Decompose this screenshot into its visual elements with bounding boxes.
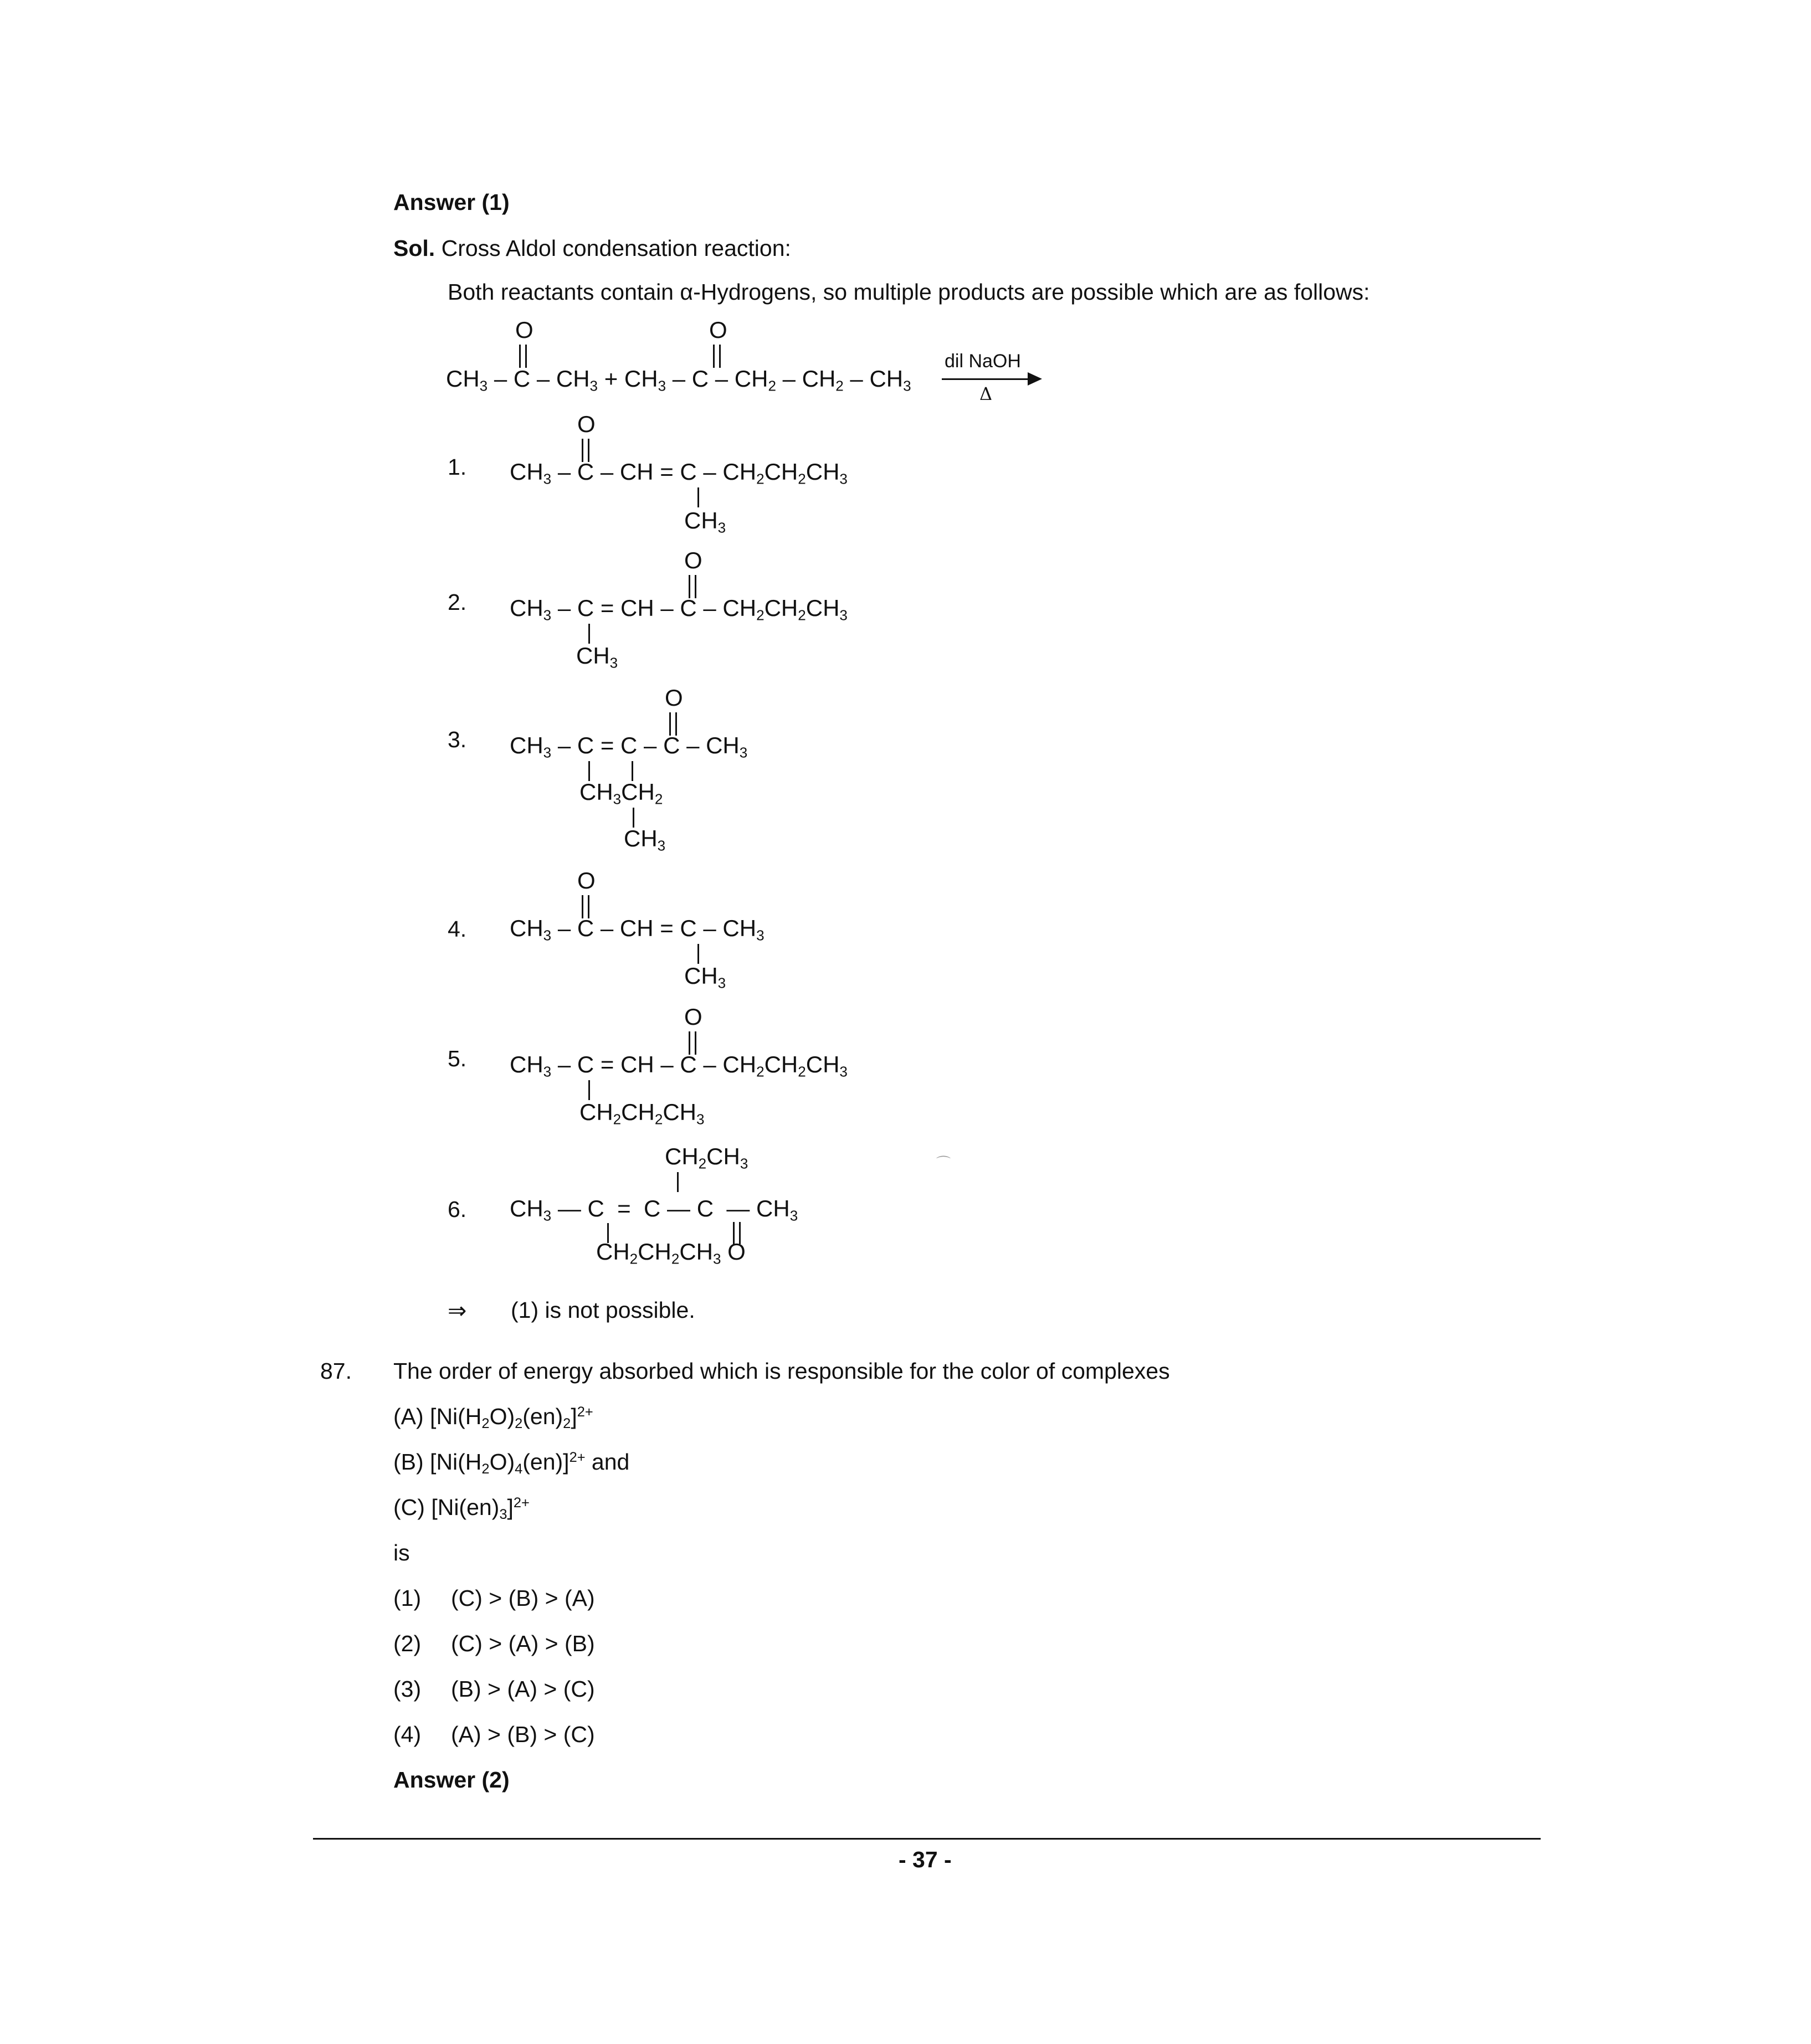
product-formula: $CH_3 - C = C - C - CH_3$ xyxy=(510,732,748,761)
carbonyl-oxygen: O xyxy=(577,411,596,437)
scan-mark: ⌒ xyxy=(936,1155,951,1172)
single-bond xyxy=(588,761,590,781)
single-bond xyxy=(588,624,590,644)
previous-answer: Answer (1) xyxy=(393,189,510,215)
reaction-arrow-head xyxy=(1028,372,1042,386)
option-text: (B) > (A) > (C) xyxy=(451,1676,595,1702)
single-bond xyxy=(697,487,699,507)
reactant-formula: $CH_3 - C - CH_3 + CH_3 - C - CH_2 - CH_2 - CH_3$ xyxy=(446,366,911,394)
is-text: is xyxy=(393,1540,410,1565)
option-3 xyxy=(393,1676,595,1702)
propyl-branch: $CH_2CH_2CH_3$ O xyxy=(596,1239,746,1267)
heat-symbol: Δ xyxy=(979,383,993,404)
product-number: 2. xyxy=(448,589,467,615)
option-number: (2) xyxy=(393,1631,422,1656)
question-answer: Answer (2) xyxy=(393,1767,510,1793)
complex-a: (A) $[Ni(H_2O)_2(en)_2]^{2+}$ xyxy=(393,1404,593,1432)
product-number: 1. xyxy=(448,454,467,480)
conclusion-text: (1) is not possible. xyxy=(511,1297,695,1323)
footer-rule xyxy=(313,1838,1541,1840)
carbonyl-oxygen: O xyxy=(515,317,533,343)
product-number: 5. xyxy=(448,1046,467,1071)
option-text: (C) > (A) > (B) xyxy=(451,1631,595,1656)
propyl-branch: $CH_2CH_2CH_3$ xyxy=(579,1099,705,1128)
single-bond xyxy=(633,808,634,828)
methyl-branch: $CH_3$ xyxy=(684,507,726,536)
complex-suffix: and xyxy=(585,1449,630,1475)
single-bond xyxy=(697,944,699,964)
single-bond xyxy=(632,761,633,781)
product-formula: $CH_3$ – C = CH – C – $CH_2CH_2CH_3$ xyxy=(510,595,848,624)
complex-b: (B) $[Ni(H_2O)_4(en)]^{2+}$ and xyxy=(393,1449,630,1477)
product-formula: $CH_3$ — C = C — C — $CH_3$ xyxy=(510,1195,798,1224)
product-formula: $CH_3$ – C – CH = C – $CH_3$ xyxy=(510,915,765,944)
option-4 xyxy=(393,1722,595,1748)
page-number: - 37 - xyxy=(899,1847,952,1872)
carbonyl-oxygen: O xyxy=(577,867,596,893)
methyl-branch: $CH_3$ xyxy=(576,643,618,671)
carbonyl-oxygen: O xyxy=(709,317,727,343)
carbonyl-oxygen: O xyxy=(665,685,683,711)
complex-label: (A) xyxy=(393,1404,424,1429)
reaction-arrow xyxy=(942,378,1030,380)
solution-intro: Both reactants contain α-Hydrogens, so multiple products are possible which are as follows: xyxy=(448,279,1370,305)
option-1 xyxy=(393,1585,595,1611)
double-bond xyxy=(519,345,527,368)
option-text: (A) > (B) > (C) xyxy=(451,1722,595,1747)
question-text: The order of energy absorbed which is responsible for the color of complexes xyxy=(393,1358,1170,1384)
carbonyl-oxygen: O xyxy=(684,547,702,573)
carbonyl-oxygen: O xyxy=(684,1004,702,1030)
implies-arrow: ⇒ xyxy=(448,1298,467,1323)
solution-title: Cross Aldol condensation reaction: xyxy=(441,235,791,261)
option-2 xyxy=(393,1631,595,1657)
complex-label: (B) xyxy=(393,1449,424,1475)
single-bond xyxy=(588,1080,590,1100)
solution-header xyxy=(393,235,791,261)
product-number: 3. xyxy=(448,727,467,752)
ethyl-branch: $CH_2CH_3$ xyxy=(665,1143,748,1172)
substituents: $CH_3CH_2$ xyxy=(579,779,663,808)
double-bond xyxy=(713,345,721,368)
complex-label: (C) xyxy=(393,1495,425,1520)
reagent-label: dil NaOH xyxy=(945,351,1021,372)
methyl-branch: $CH_3$ xyxy=(684,963,726,992)
product-number: 4. xyxy=(448,916,467,942)
solution-label: Sol. xyxy=(393,235,435,261)
product-number: 6. xyxy=(448,1196,467,1222)
option-text: (C) > (B) > (A) xyxy=(451,1585,595,1611)
option-number: (1) xyxy=(393,1585,422,1611)
terminal-methyl: $CH_3$ xyxy=(624,825,666,854)
option-number: (4) xyxy=(393,1722,422,1747)
option-number: (3) xyxy=(393,1676,422,1702)
product-formula: $CH_3$ – C = CH – C – $CH_2CH_2CH_3$ xyxy=(510,1051,848,1080)
complex-c: (C) $[Ni(en)_3]^{2+}$ xyxy=(393,1495,530,1523)
single-bond xyxy=(677,1172,679,1192)
question-number: 87. xyxy=(320,1358,352,1384)
product-formula: $CH_3$ – C – CH = C – $CH_2CH_2CH_3$ xyxy=(510,459,848,487)
